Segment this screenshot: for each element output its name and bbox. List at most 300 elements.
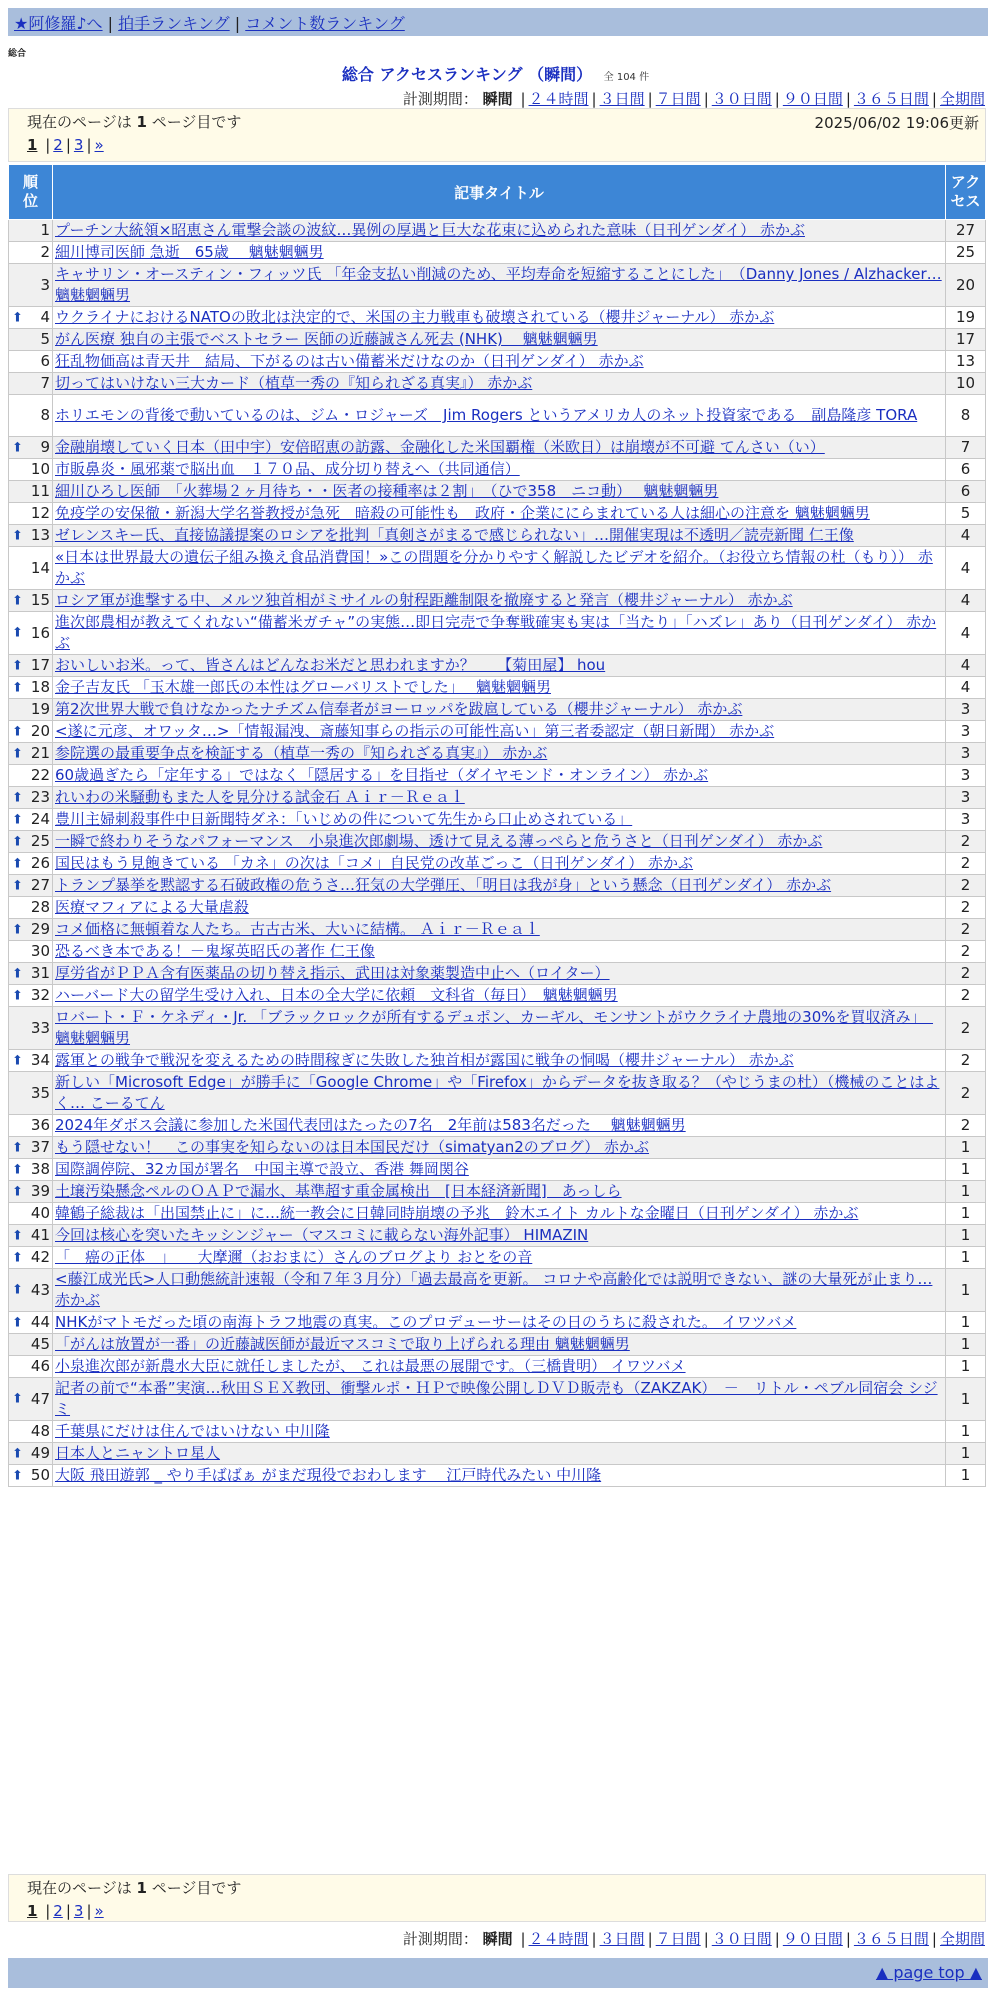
rank-number: 48 bbox=[30, 1422, 50, 1440]
rank-number: 11 bbox=[30, 482, 50, 500]
access-count: 1 bbox=[946, 1378, 986, 1421]
rank-number: 44 bbox=[30, 1313, 50, 1331]
period-label: 計測期間： bbox=[402, 1930, 478, 1948]
rank-up-arrow-icon: ⬆ bbox=[12, 680, 23, 695]
table-row bbox=[9, 743, 986, 765]
title-cell bbox=[53, 481, 946, 503]
table-row bbox=[9, 919, 986, 941]
page-separator: | bbox=[45, 1902, 51, 1920]
title-cell bbox=[53, 1159, 946, 1181]
rank-up-arrow-icon: ⬆ bbox=[12, 1162, 23, 1177]
period-link[interactable]: ３６５日間 bbox=[853, 1930, 929, 1948]
period-current: 瞬間 bbox=[482, 90, 513, 108]
period-separator: | bbox=[845, 1930, 851, 1948]
page-separator: | bbox=[86, 1902, 92, 1920]
table-row bbox=[9, 329, 986, 351]
rank-up-arrow-icon: ⬆ bbox=[12, 1250, 23, 1265]
title-cell bbox=[53, 963, 946, 985]
title-cell bbox=[53, 1203, 946, 1225]
rank-cell bbox=[9, 264, 53, 307]
rank-up-arrow-icon: ⬆ bbox=[12, 746, 23, 761]
rank-number: 16 bbox=[30, 623, 50, 642]
title-cell bbox=[53, 373, 946, 395]
period-selector-top bbox=[403, 88, 985, 109]
rank-up-arrow-icon: ⬆ bbox=[12, 1053, 23, 1068]
rank-cell bbox=[9, 677, 53, 699]
rank-number: 32 bbox=[30, 986, 50, 1004]
access-count: 10 bbox=[946, 373, 986, 395]
rank-number: 15 bbox=[30, 591, 50, 609]
period-link[interactable]: ９０日間 bbox=[782, 1930, 843, 1948]
rank-cell bbox=[9, 699, 53, 721]
page-link[interactable]: » bbox=[94, 136, 104, 154]
title-cell bbox=[53, 1443, 946, 1465]
period-separator: | bbox=[591, 90, 597, 108]
article-title-link[interactable]: コメ価格に無頓着な人たち。古古古米、大いに結構。 Ａｉｒ－Ｒｅａｌ bbox=[55, 920, 540, 938]
table-row bbox=[9, 220, 986, 242]
article-title-link[interactable]: がん医療 独自の主張でベストセラー 医師の近藤誠さん死去 (NHK) 魑魅魍魎男 bbox=[55, 330, 598, 348]
period-link[interactable]: ３日間 bbox=[599, 1930, 645, 1948]
rank-up-arrow-icon: ⬆ bbox=[12, 1315, 23, 1330]
rank-cell bbox=[9, 1137, 53, 1159]
rank-cell bbox=[9, 612, 53, 655]
article-title-link[interactable]: 千葉県にだけは住んではいけない 中川隆 bbox=[55, 1422, 330, 1440]
page-numbers bbox=[27, 136, 975, 154]
title-cell bbox=[53, 307, 946, 329]
rank-up-arrow-icon: ⬆ bbox=[12, 1140, 23, 1155]
article-title-link[interactable]: 医療マフィアによる大量虐殺 bbox=[55, 898, 249, 916]
rank-up-arrow-icon: ⬆ bbox=[12, 988, 23, 1003]
table-row bbox=[9, 1007, 986, 1050]
article-title-link[interactable]: ハーバード大の留学生受け入れ、日本の全大学に依頼 文科省（毎日） 魑魅魍魎男 bbox=[55, 986, 618, 1004]
page-numbers bbox=[27, 1902, 975, 1920]
page-current: 1 bbox=[27, 136, 38, 154]
period-link[interactable]: ７日間 bbox=[655, 90, 701, 108]
access-count: 1 bbox=[946, 1421, 986, 1443]
title-cell bbox=[53, 329, 946, 351]
rank-number: 42 bbox=[30, 1248, 50, 1266]
access-count: 4 bbox=[946, 612, 986, 655]
home-link[interactable]: ★阿修羅♪へ bbox=[14, 14, 103, 33]
article-title-link[interactable]: 記者の前で“本番”実演…秋田ＳＥＸ教団、衝撃ルポ・ＨＰで映像公開しＤＶＤ販売も（ZAKZAK） － リトル・ペブル同宿会 シジミ bbox=[55, 1379, 938, 1418]
period-separator: | bbox=[520, 1930, 526, 1948]
rank-number: 12 bbox=[30, 504, 50, 522]
pager-top bbox=[8, 108, 986, 162]
rank-cell bbox=[9, 743, 53, 765]
title-cell bbox=[53, 1050, 946, 1072]
table-header-row bbox=[9, 165, 986, 220]
rank-up-arrow-icon: ⬆ bbox=[12, 878, 23, 893]
rank-number: 9 bbox=[40, 438, 50, 456]
period-link[interactable]: ３日間 bbox=[599, 90, 645, 108]
rank-cell bbox=[9, 897, 53, 919]
pager-text-pre: 現在のページは bbox=[27, 1879, 132, 1897]
title-cell bbox=[53, 459, 946, 481]
title-cell bbox=[53, 721, 946, 743]
rank-cell bbox=[9, 721, 53, 743]
article-title-link[interactable]: もう隠せない！ この事実を知らないのは日本国民だけ（simatyan2のブログ） 赤かぶ bbox=[55, 1138, 650, 1156]
article-title-link[interactable]: ウクライナにおけるNATOの敗北は決定的で、米国の主力戦車も破壊されている（櫻井ジャーナル） 赤かぶ bbox=[55, 308, 775, 326]
page-separator: | bbox=[65, 136, 71, 154]
table-row bbox=[9, 459, 986, 481]
rank-up-arrow-icon: ⬆ bbox=[12, 856, 23, 871]
article-title-link[interactable]: 金子吉友氏 「玉木雄一郎氏の本性はグローバリストでした」 魑魅魍魎男 bbox=[55, 678, 551, 696]
access-count: 1 bbox=[946, 1181, 986, 1203]
table-row bbox=[9, 1269, 986, 1312]
page-separator: | bbox=[45, 136, 51, 154]
access-count: 3 bbox=[946, 743, 986, 765]
title-cell bbox=[53, 1334, 946, 1356]
rank-up-arrow-icon: ⬆ bbox=[12, 1228, 23, 1243]
rank-number: 2 bbox=[40, 243, 50, 261]
title-cell bbox=[53, 1072, 946, 1115]
access-count: 2 bbox=[946, 919, 986, 941]
table-row bbox=[9, 765, 986, 787]
period-links bbox=[517, 90, 985, 108]
table-row bbox=[9, 721, 986, 743]
table-row bbox=[9, 677, 986, 699]
title-cell bbox=[53, 220, 946, 242]
rank-number: 28 bbox=[30, 898, 50, 916]
title-cell bbox=[53, 1007, 946, 1050]
title-cell bbox=[53, 853, 946, 875]
pager-current-page: 1 bbox=[136, 1879, 147, 1897]
article-title-link[interactable]: ホリエモンの背後で動いているのは、ジム・ロジャーズ Jim Rogers というアメリカ人のネット投資家である 副島隆彦 TORA bbox=[55, 406, 918, 424]
rank-number: 41 bbox=[30, 1226, 50, 1244]
period-separator: | bbox=[845, 90, 851, 108]
table-row bbox=[9, 1203, 986, 1225]
access-count: 2 bbox=[946, 1050, 986, 1072]
rank-number: 45 bbox=[30, 1335, 50, 1353]
comment-ranking-link[interactable]: コメント数ランキング bbox=[245, 14, 405, 33]
rank-number: 7 bbox=[40, 374, 50, 392]
rank-cell bbox=[9, 1225, 53, 1247]
article-title-link[interactable]: 今回は核心を突いたキッシンジャー（マスコミに載らない海外記事） HIMAZIN bbox=[55, 1226, 589, 1244]
page-top-link[interactable]: ▲ page top ▲ bbox=[875, 1963, 982, 1982]
article-title-link[interactable]: キャサリン・オースティン・フィッツ氏 「年金支払い削減のため、平均寿命を短縮することにした」 （Danny Jones / Alzhacker… 魑魅魍魎男 bbox=[55, 265, 942, 304]
article-title-link[interactable]: 参院選の最重要争点を検証する（植草一秀の『知られざる真実』） 赤かぶ bbox=[55, 744, 548, 762]
rank-number: 25 bbox=[30, 832, 50, 850]
section-label: 総合 bbox=[8, 49, 27, 59]
rank-cell bbox=[9, 459, 53, 481]
access-count: 17 bbox=[946, 329, 986, 351]
rank-cell bbox=[9, 919, 53, 941]
article-title-link[interactable]: 「 癌の正体 」 大摩邇（おおまに）さんのブログより おとをの音 bbox=[55, 1248, 533, 1266]
article-title-link[interactable]: «日本は世界最大の遺伝子組み換え食品消費国！»この問題を分かりやすく解説したビデオを紹介。（お役立ち情報の杜（もり）） 赤かぶ bbox=[55, 548, 933, 587]
rank-cell bbox=[9, 809, 53, 831]
period-separator: | bbox=[703, 1930, 709, 1948]
article-title-link[interactable]: 露軍との戦争で戦況を変えるための時間稼ぎに失敗した独首相が露国に戦争の恫喝（櫻井ジャーナル） 赤かぶ bbox=[55, 1051, 794, 1069]
access-count: 2 bbox=[946, 831, 986, 853]
period-link[interactable]: ３０日間 bbox=[711, 90, 772, 108]
table-row bbox=[9, 525, 986, 547]
table-row bbox=[9, 242, 986, 264]
article-title-link[interactable]: おいしいお米。って、皆さんはどんなお米だと思われますか？ 【菊田屋】 hou bbox=[55, 656, 606, 674]
rank-up-arrow-icon: ⬆ bbox=[12, 834, 23, 849]
page-links bbox=[42, 1902, 103, 1920]
rank-number: 33 bbox=[30, 1018, 50, 1037]
article-title-link[interactable]: 土壌汚染懸念ペルのＯＡＰで漏水、基準超す重金属検出 [日本経済新聞] あっしら bbox=[55, 1182, 622, 1200]
access-count: 1 bbox=[946, 1247, 986, 1269]
access-count: 3 bbox=[946, 699, 986, 721]
pager-text-post: ページ目です bbox=[151, 1879, 242, 1897]
period-link[interactable]: ９０日間 bbox=[782, 90, 843, 108]
top-nav-bar bbox=[8, 8, 988, 36]
access-count: 2 bbox=[946, 875, 986, 897]
rank-number: 27 bbox=[30, 876, 50, 894]
page-link[interactable]: 2 bbox=[53, 136, 63, 154]
rank-number: 50 bbox=[30, 1466, 50, 1484]
title-cell bbox=[53, 699, 946, 721]
access-count: 7 bbox=[946, 437, 986, 459]
table-row bbox=[9, 941, 986, 963]
table-row bbox=[9, 1137, 986, 1159]
rank-number: 35 bbox=[30, 1083, 50, 1102]
article-title-link[interactable]: トランプ暴挙を黙認する石破政権の危うさ…狂気の大学弾圧、「明日は我が身」という懸念（日刊ゲンダイ） 赤かぶ bbox=[55, 876, 832, 894]
article-title-link[interactable]: 細川ひろし医師 「火葬場２ヶ月待ち・・医者の接種率は２割」 （ひで358 ニコ動） 魑魅魍魎男 bbox=[55, 482, 719, 500]
title-cell bbox=[53, 503, 946, 525]
title-cell bbox=[53, 264, 946, 307]
rank-cell bbox=[9, 373, 53, 395]
article-title-link[interactable]: 新しい「Microsoft Edge」が勝手に「Google Chrome」や「Firefox」からデータを抜き取る？（やじうまの杜）（機械のことはよく… こーるてん bbox=[55, 1073, 940, 1112]
rank-up-arrow-icon: ⬆ bbox=[12, 724, 23, 739]
rank-cell bbox=[9, 875, 53, 897]
access-count: 1 bbox=[946, 1465, 986, 1487]
period-link[interactable]: 全期間 bbox=[939, 1930, 985, 1948]
rank-cell bbox=[9, 787, 53, 809]
article-title-link[interactable]: <藤江成光氏>人口動態統計速報（令和７年３月分）「過去最高を更新。 コロナや高齢化では説明できない、謎の大量死が止まり… 赤かぶ bbox=[55, 1270, 933, 1309]
article-title-link[interactable]: ロバート・Ｆ・ケネディ・Jr. 「ブラックロックが所有するデュポン、カーギル、モンサントがウクライナ農地の30%を買収済み」 魑魅魍魎男 bbox=[55, 1008, 934, 1047]
article-title-link[interactable]: <遂に元彦、オワッタ…>「情報漏洩、斎藤知事らの指示の可能性高い」第三者委認定（朝日新聞） 赤かぶ bbox=[55, 722, 775, 740]
rank-number: 14 bbox=[30, 558, 50, 577]
page-link[interactable]: 2 bbox=[53, 1902, 63, 1920]
table-row bbox=[9, 612, 986, 655]
total-count: 全 104 件 bbox=[603, 72, 650, 83]
table-row bbox=[9, 307, 986, 329]
rank-number: 49 bbox=[30, 1444, 50, 1462]
rank-cell bbox=[9, 1421, 53, 1443]
article-title-link[interactable]: 進次郎農相が教えてくれない“備蓄米ガチャ”の実態…即日完売で争奪戦確実も実は「当たり」「ハズレ」あり（日刊ゲンダイ） 赤かぶ bbox=[55, 613, 937, 652]
period-link[interactable]: ７日間 bbox=[655, 1930, 701, 1948]
ranking-table bbox=[8, 164, 986, 1487]
rank-up-arrow-icon: ⬆ bbox=[12, 1282, 23, 1298]
period-separator: | bbox=[774, 1930, 780, 1948]
table-row bbox=[9, 1443, 986, 1465]
rank-up-arrow-icon: ⬆ bbox=[12, 440, 23, 455]
access-count: 2 bbox=[946, 1072, 986, 1115]
rank-cell bbox=[9, 1050, 53, 1072]
table-row bbox=[9, 481, 986, 503]
rank-cell bbox=[9, 329, 53, 351]
rank-number: 30 bbox=[30, 942, 50, 960]
title-cell bbox=[53, 655, 946, 677]
article-title-link[interactable]: 厚労省がＰＰＡ含有医薬品の切り替え指示、武田は対象薬製造中止へ（ロイター） bbox=[55, 964, 610, 982]
clap-ranking-link[interactable]: 拍手ランキング bbox=[118, 14, 230, 33]
table-row bbox=[9, 699, 986, 721]
access-count: 3 bbox=[946, 809, 986, 831]
nav-separator: | bbox=[234, 14, 241, 33]
period-current: 瞬間 bbox=[482, 1930, 513, 1948]
article-title-link[interactable]: 60歳過ぎたら「定年する」ではなく「隠居する」を目指せ（ダイヤモンド・オンライン） 赤かぶ bbox=[55, 766, 709, 784]
table-row bbox=[9, 437, 986, 459]
table-row bbox=[9, 1115, 986, 1137]
article-title-link[interactable]: プーチン大統領×昭恵さん電撃会談の波紋…異例の厚遇と巨大な花束に込められた意味（日刊ゲンダイ） 赤かぶ bbox=[55, 221, 805, 239]
period-link[interactable]: ２４時間 bbox=[528, 1930, 589, 1948]
title-cell bbox=[53, 547, 946, 590]
access-count: 1 bbox=[946, 1312, 986, 1334]
title-cell bbox=[53, 941, 946, 963]
article-title-link[interactable]: 韓鶴子総裁は「出国禁止に」に…統一教会に日韓同時崩壊の予兆 鈴木エイト カルトな金曜日（日刊ゲンダイ） 赤かぶ bbox=[55, 1204, 859, 1222]
article-title-link[interactable]: 切ってはいけない三大カード（植草一秀の『知られざる真実』） 赤かぶ bbox=[55, 374, 533, 392]
rank-number: 26 bbox=[30, 854, 50, 872]
rank-cell bbox=[9, 1378, 53, 1421]
table-row bbox=[9, 590, 986, 612]
rank-cell bbox=[9, 831, 53, 853]
table-row bbox=[9, 1159, 986, 1181]
rank-number: 34 bbox=[30, 1051, 50, 1069]
title-cell bbox=[53, 1465, 946, 1487]
article-title-link[interactable]: 日本人とニャントロ星人 bbox=[55, 1444, 221, 1462]
table-row bbox=[9, 1465, 986, 1487]
rank-cell bbox=[9, 1203, 53, 1225]
article-title-link[interactable]: NHKがマトモだった頃の南海トラフ地震の真実。このプロデューサーはその日のうちに殺された。 イワツバメ bbox=[55, 1313, 797, 1331]
article-title-link[interactable]: 2024年ダボス会議に参加した米国代表団はたったの7名 2年前は583名だった 魑魅魍魎男 bbox=[55, 1116, 686, 1134]
access-count: 1 bbox=[946, 1443, 986, 1465]
rank-number: 37 bbox=[30, 1138, 50, 1156]
rank-cell bbox=[9, 395, 53, 437]
page-link[interactable]: 3 bbox=[73, 1902, 84, 1920]
title-cell bbox=[53, 787, 946, 809]
period-separator: | bbox=[931, 1930, 937, 1948]
title-cell bbox=[53, 985, 946, 1007]
page-links bbox=[42, 136, 103, 154]
article-title-link[interactable]: 国際調停院、32カ国が署名 中国主導で設立、香港 舞岡関谷 bbox=[55, 1160, 469, 1178]
article-title-link[interactable]: 国民はもう見飽きている 「カネ」の次は「コメ」自民党の改革ごっこ（日刊ゲンダイ） 赤かぶ bbox=[55, 854, 694, 872]
access-count: 1 bbox=[946, 1225, 986, 1247]
article-title-link[interactable]: 大阪 飛田遊郭 _ やり手ばばぁ がまだ現役でおわします 江戸時代みたい 中川隆 bbox=[55, 1466, 602, 1484]
rank-cell bbox=[9, 503, 53, 525]
rank-number: 8 bbox=[40, 406, 50, 424]
article-title-link[interactable]: ゼレンスキー氏、直接協議提案のロシアを批判「真剣さがまるで感じられない」…開催実現は不透明／読売新聞 仁王像 bbox=[55, 526, 854, 544]
pager-bottom bbox=[8, 1874, 986, 1922]
rank-cell bbox=[9, 525, 53, 547]
access-count: 6 bbox=[946, 459, 986, 481]
rank-up-arrow-icon: ⬆ bbox=[12, 1391, 23, 1407]
period-separator: | bbox=[647, 90, 653, 108]
article-title-link[interactable]: 恐るべき本である！－鬼塚英昭氏の著作 仁王像 bbox=[55, 942, 375, 960]
title-cell bbox=[53, 1269, 946, 1312]
table-row bbox=[9, 547, 986, 590]
page-link[interactable]: 3 bbox=[73, 136, 84, 154]
pager-text-post: ページ目です bbox=[151, 113, 242, 131]
rank-number: 4 bbox=[40, 308, 50, 326]
title-cell bbox=[53, 1247, 946, 1269]
article-title-link[interactable]: 免疫学の安保徹・新潟大学名誉教授が急死 暗殺の可能性も 政府・企業ににらまれている人は細心の注意を 魑魅魍魎男 bbox=[55, 504, 870, 522]
rank-cell bbox=[9, 1312, 53, 1334]
access-count: 4 bbox=[946, 590, 986, 612]
rank-up-arrow-icon: ⬆ bbox=[12, 1468, 23, 1483]
article-title-link[interactable]: 細川博司医師 急逝 65歳 魑魅魍魎男 bbox=[55, 243, 324, 261]
article-title-link[interactable]: 一瞬で終わりそうなパフォーマンス 小泉進次郎劇場、透けて見える薄っぺらと危うさと（日刊ゲンダイ） 赤かぶ bbox=[55, 832, 823, 850]
period-separator: | bbox=[703, 90, 709, 108]
access-count: 2 bbox=[946, 941, 986, 963]
title-cell bbox=[53, 525, 946, 547]
article-title-link[interactable]: 小泉進次郎が新農水大臣に就任しましたが、 これは最悪の展開です。（三橋貴明） イワツバメ bbox=[55, 1357, 686, 1375]
table-row bbox=[9, 875, 986, 897]
period-link[interactable]: ３６５日間 bbox=[853, 90, 929, 108]
title-cell bbox=[53, 1137, 946, 1159]
table-row bbox=[9, 503, 986, 525]
page-link[interactable]: » bbox=[94, 1902, 104, 1920]
rank-cell bbox=[9, 1181, 53, 1203]
rank-number: 18 bbox=[30, 678, 50, 696]
period-link[interactable]: 全期間 bbox=[939, 90, 985, 108]
article-title-link[interactable]: 第2次世界大戦で負けなかったナチズム信奉者がヨーロッパを跋扈している（櫻井ジャーナル） 赤かぶ bbox=[55, 700, 743, 718]
rank-number: 5 bbox=[40, 330, 50, 348]
period-link[interactable]: ３０日間 bbox=[711, 1930, 772, 1948]
title-cell bbox=[53, 1312, 946, 1334]
title-cell bbox=[53, 809, 946, 831]
rank-cell bbox=[9, 1334, 53, 1356]
period-links bbox=[517, 1930, 985, 1948]
title-cell bbox=[53, 897, 946, 919]
title-cell bbox=[53, 437, 946, 459]
pager-current-page: 1 bbox=[136, 113, 147, 131]
access-count: 2 bbox=[946, 985, 986, 1007]
rank-number: 22 bbox=[30, 766, 50, 784]
rank-number: 43 bbox=[30, 1280, 50, 1299]
period-link[interactable]: ２４時間 bbox=[528, 90, 589, 108]
title-cell bbox=[53, 1225, 946, 1247]
rank-cell bbox=[9, 437, 53, 459]
rank-up-arrow-icon: ⬆ bbox=[12, 812, 23, 827]
rank-cell bbox=[9, 985, 53, 1007]
period-separator: | bbox=[647, 1930, 653, 1948]
table-row bbox=[9, 1247, 986, 1269]
article-title-link[interactable]: れいわの米騒動もまた人を見分ける試金石 Ａｉｒ－Ｒｅａｌ bbox=[55, 788, 465, 806]
col-access-header: アクセス bbox=[946, 165, 986, 220]
table-row bbox=[9, 351, 986, 373]
rank-number: 13 bbox=[30, 526, 50, 544]
title-cell bbox=[53, 590, 946, 612]
article-title-link[interactable]: 「がんは放置が一番」の近藤誠医師が最近マスコミで取り上げられる理由 魑魅魍魎男 bbox=[55, 1335, 630, 1353]
table-row bbox=[9, 787, 986, 809]
article-title-link[interactable]: 金融崩壊していく日本（田中宇）安倍昭恵の訪露、金融化した米国覇権（米欧日）は崩壊が不可避 てんさい（い） bbox=[55, 438, 825, 456]
article-title-link[interactable]: 狂乱物価高は青天井 結局、下がるのは古い備蓄米だけなのか（日刊ゲンダイ） 赤かぶ bbox=[55, 352, 644, 370]
title-cell bbox=[53, 612, 946, 655]
rank-up-arrow-icon: ⬆ bbox=[12, 1184, 23, 1199]
article-title-link[interactable]: 豊川主婦刺殺事件中日新聞特ダネ：「いじめの件について先生から口止めされている」 bbox=[55, 810, 633, 828]
article-title-link[interactable]: ロシア軍が進撃する中、メルツ独首相がミサイルの射程距離制限を撤廃すると発言（櫻井ジャーナル） 赤かぶ bbox=[55, 591, 793, 609]
article-title-link[interactable]: 市販鼻炎・風邪薬で脳出血 １７０品、成分切り替えへ（共同通信） bbox=[55, 460, 520, 478]
rank-cell bbox=[9, 307, 53, 329]
col-title-header: 記事タイトル bbox=[53, 165, 946, 220]
title-cell bbox=[53, 743, 946, 765]
rank-number: 3 bbox=[40, 275, 50, 294]
rank-cell bbox=[9, 1007, 53, 1050]
table-row bbox=[9, 809, 986, 831]
title-cell bbox=[53, 919, 946, 941]
rank-number: 21 bbox=[30, 744, 50, 762]
rank-number: 47 bbox=[30, 1389, 50, 1408]
rank-number: 46 bbox=[30, 1357, 50, 1375]
access-count: 4 bbox=[946, 547, 986, 590]
rank-number: 10 bbox=[30, 460, 50, 478]
title-cell bbox=[53, 1115, 946, 1137]
access-count: 1 bbox=[946, 1159, 986, 1181]
access-count: 8 bbox=[946, 395, 986, 437]
table-row bbox=[9, 853, 986, 875]
